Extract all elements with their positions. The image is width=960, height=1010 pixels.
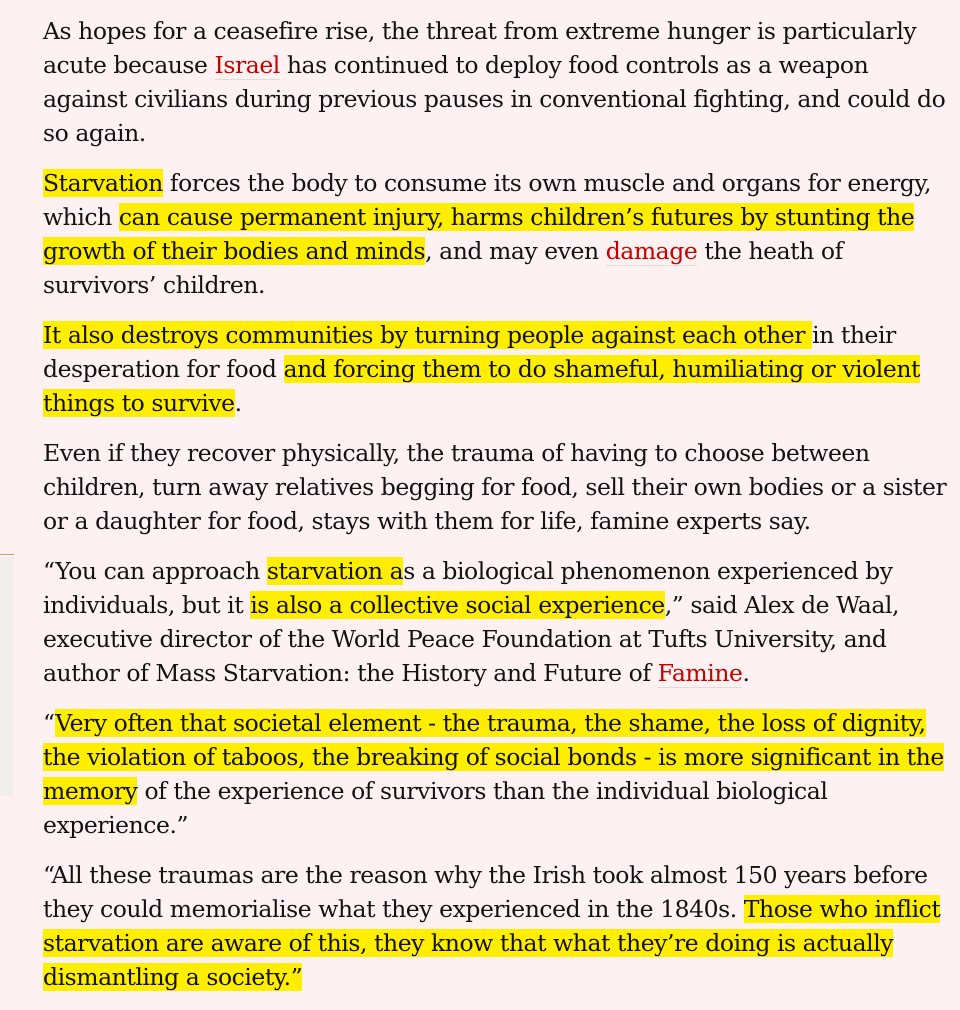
body-text: of the experience of survivors than the individual biological experience.” <box>43 777 828 839</box>
highlighted-text: Starvation <box>43 169 163 197</box>
body-text: in their desperation for food <box>43 321 896 383</box>
body-text: . <box>742 659 750 687</box>
inline-link[interactable]: Famine <box>657 659 743 687</box>
body-text: “You can approach <box>43 557 267 585</box>
body-text: s a biological phenomenon experienced by individuals, but it <box>43 557 893 619</box>
highlighted-text: starvation a <box>266 557 404 585</box>
paragraph-p4 <box>43 436 948 538</box>
paragraph-p1 <box>43 14 948 150</box>
body-text: “ <box>43 709 56 737</box>
highlighted-text: is also a collective social experience <box>250 591 665 619</box>
highlighted-text: It also destroys communities by turning people against each other <box>43 321 813 349</box>
highlighted-text: Very often that societal element - the trauma, the shame, the loss of dignity, the violation of taboos, the breaking of social bonds - is more significant in the memory <box>43 709 944 805</box>
body-text: ,” said Alex de Waal, executive director of the World Peace Foundation at Tufts University, and author of Mass Starvation: the History and Future of <box>43 591 900 687</box>
paragraph-p6 <box>43 706 948 842</box>
body-text: “All these traumas are the reason why the Irish took almost 150 years before they could memorialise what they experienced in the 1840s. <box>43 861 928 923</box>
paragraph-p7 <box>43 858 948 994</box>
body-text: Even if they recover physically, the trauma of having to choose between children, turn away relatives begging for food, sell their own bodies or a sister or a daughter for food, stays with them for life, famine experts say. <box>43 439 947 535</box>
highlighted-text: can cause permanent injury, harms children’s futures by stunting the growth of their bodies and minds <box>43 203 915 265</box>
article-body <box>43 14 948 1010</box>
paragraph-p5 <box>43 554 948 690</box>
highlighted-text: Those who inflict starvation are aware of this, they know that what they’re doing is actually dismantling a society.” <box>43 895 941 991</box>
paragraph-p3 <box>43 318 948 420</box>
highlighted-text: and forcing them to do shameful, humiliating or violent things to survive <box>43 355 921 417</box>
body-text: has continued to deploy food controls as a weapon against civilians during previous pauses in conventional fighting, and could do so again. <box>43 51 946 147</box>
body-text: , and may even <box>425 237 606 265</box>
inline-link[interactable]: damage <box>605 237 698 265</box>
paragraph-p2 <box>43 166 948 302</box>
left-margin-panel <box>0 556 14 796</box>
inline-link[interactable]: Israel <box>214 51 280 79</box>
body-text: . <box>234 389 242 417</box>
left-margin-rule <box>0 554 14 555</box>
body-text: As hopes for a ceasefire rise, the threat from extreme hunger is particularly acute because <box>43 17 917 79</box>
body-text: forces the body to consume its own muscle and organs for energy, which <box>43 169 932 231</box>
body-text: the heath of survivors’ children. <box>43 237 843 299</box>
